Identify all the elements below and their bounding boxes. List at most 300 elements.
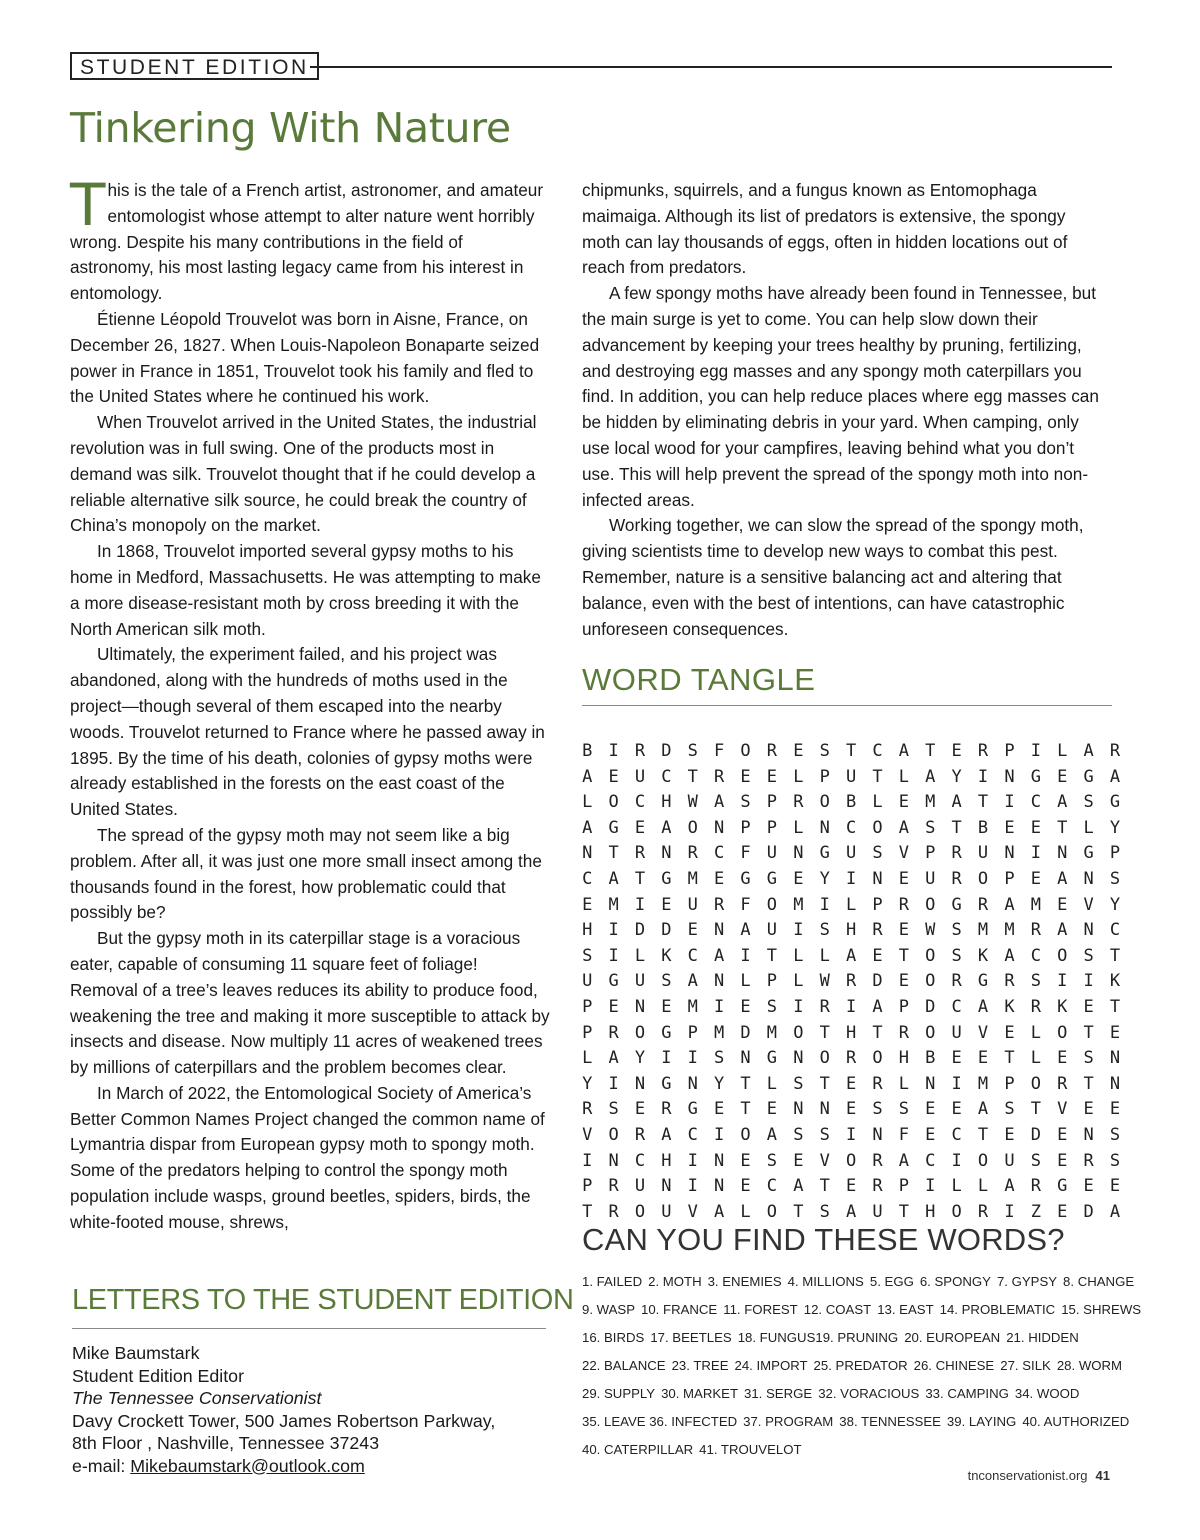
word-list-item: 35. LEAVE 36. INFECTED [582,1414,738,1429]
grid-letter: M [766,1022,778,1043]
grid-letter: N [1109,1048,1121,1069]
grid-letter: R [608,1201,619,1222]
grid-letter: E [845,1073,857,1094]
grid-letter: P [898,996,909,1017]
grid-letter: A [740,920,751,941]
grid-letter: T [740,1073,751,1094]
grid-letter: M [1004,920,1015,941]
word-list-line [582,1380,1142,1408]
grid-letter: N [819,1099,830,1120]
grid-letter: L [898,766,909,787]
grid-letter: N [1083,868,1094,889]
grid-letter: R [582,1099,593,1120]
grid-letter: E [740,1150,751,1171]
word-list-item: 37. PROGRAM [743,1414,834,1429]
grid-letter: E [872,945,883,966]
grid-letter: S [1030,971,1041,992]
grid-letter: E [661,894,672,915]
grid-letter: K [977,945,989,966]
grid-letter: O [740,741,751,761]
grid-letter: P [1004,1073,1015,1094]
grid-letter: M [1030,894,1041,915]
word-list-item: 14. PROBLEMATIC [939,1302,1056,1317]
grid-letter: G [608,971,619,992]
grid-letter: N [714,971,725,992]
grid-letter: E [898,792,909,813]
word-list-line [582,1296,1142,1324]
grid-letter: R [634,741,646,761]
grid-letter: E [1030,817,1041,838]
grid-letter: E [740,1176,751,1197]
grid-letter: V [1057,1099,1068,1120]
grid-letter: V [687,1201,698,1222]
email-link[interactable]: Mikebaumstark@outlook.com [130,1455,365,1476]
grid-letter: E [951,741,962,761]
grid-letter: L [634,945,646,966]
grid-letter: Y [951,766,962,787]
grid-letter: L [740,971,751,992]
grid-letter: S [1083,792,1094,813]
grid-letter: I [845,868,857,889]
grid-letter: A [687,971,698,992]
grid-letter: G [1109,792,1121,813]
grid-letter: C [582,868,593,889]
grid-letter: F [714,741,725,761]
grid-letter: F [740,843,751,864]
grid-letter: U [925,868,936,889]
grid-letter: C [1030,945,1041,966]
grid-letter: T [1083,1022,1094,1043]
grid-letter: A [977,1099,989,1120]
article-paragraph: This is the tale of a French artist, astronomer, and amateur entomologist whose attempt to alter nature went horribly wrong. Despite his many contributions in the field of astronomy, his most lasting legacy came from his interest in entomology. [70,171,544,304]
grid-letter: N [634,996,646,1017]
grid-letter: A [793,1176,804,1197]
grid-letter: U [766,843,778,864]
grid-letter: N [714,920,725,941]
grid-letter: A [1057,792,1068,813]
grid-letter: G [951,894,962,915]
grid-letter: A [608,868,619,889]
word-list-line [582,1268,1142,1296]
grid-letter: P [766,817,778,838]
grid-letter: S [1109,1124,1121,1145]
word-list-item: 4. MILLIONS [787,1274,864,1289]
grid-letter: E [1109,1099,1121,1120]
grid-letter: S [793,1073,804,1094]
grid-row [574,816,1128,842]
grid-letter: S [819,1201,830,1222]
grid-letter: I [845,1124,857,1145]
word-list-item: 27. SILK [1000,1358,1051,1373]
grid-letter: E [1057,1048,1068,1069]
grid-letter: M [687,996,698,1017]
grid-letter: C [1109,920,1121,941]
grid-letter: M [714,1022,725,1043]
page-footer [968,1468,1110,1483]
grid-letter: E [925,1124,936,1145]
grid-letter: I [582,1150,593,1171]
grid-letter: U [1004,1150,1015,1171]
grid-letter: I [608,1073,619,1094]
grid-letter: N [714,1150,725,1171]
grid-row [574,1174,1128,1200]
grid-letter: Z [1030,1201,1041,1222]
grid-letter: O [1057,1022,1068,1043]
grid-letter: O [608,1124,619,1145]
grid-letter: N [582,843,593,864]
email-line [72,1455,495,1478]
grid-letter: B [845,792,857,813]
grid-letter: E [977,1048,989,1069]
grid-letter: E [898,868,909,889]
grid-letter: I [977,766,989,787]
grid-letter: C [687,945,698,966]
grid-letter: O [608,792,619,813]
grid-letter: R [661,1099,672,1120]
grid-letter: E [714,1099,725,1120]
grid-letter: A [872,996,883,1017]
grid-letter: R [608,1176,619,1197]
grid-letter: E [740,766,751,787]
grid-row [574,1046,1128,1072]
grid-letter: T [766,945,778,966]
grid-letter: M [977,920,989,941]
grid-letter: L [1057,741,1068,761]
grid-letter: S [1083,1048,1094,1069]
grid-letter: P [766,792,778,813]
grid-letter: P [872,894,883,915]
word-list-item: 40. CATERPILLAR [582,1442,694,1457]
grid-letter: F [898,1124,909,1145]
article-paragraph: The spread of the gypsy moth may not seem like a big problem. After all, it was just one more small insect among the thousands found in the forest, how problematic could that possibly be? [70,824,542,923]
grid-row [574,841,1128,867]
grid-letter: G [661,1022,672,1043]
grid-letter: A [1109,766,1121,787]
grid-row [574,1123,1128,1149]
address-line-1: Davy Crockett Tower, 500 James Robertson Parkway, [72,1410,496,1431]
grid-letter: I [608,741,619,761]
grid-letter: C [845,817,857,838]
article-left-column [70,171,550,1236]
grid-letter: O [925,971,936,992]
grid-row [574,1097,1128,1123]
grid-letter: I [951,1150,962,1171]
grid-letter: P [898,1176,909,1197]
grid-letter: U [687,894,698,915]
grid-row [574,893,1128,919]
grid-letter: I [845,996,857,1017]
grid-letter: R [687,843,698,864]
word-list-item: 1. FAILED [582,1274,643,1289]
grid-letter: A [1004,945,1015,966]
grid-letter: A [1004,1176,1015,1197]
grid-letter: T [977,1124,989,1145]
editor-name: Mike Baumstark [72,1343,200,1363]
grid-letter: A [661,1124,672,1145]
grid-letter: P [819,766,830,787]
grid-letter: C [634,1150,646,1171]
grid-letter: L [766,1073,778,1094]
grid-letter: S [1004,1099,1015,1120]
grid-letter: T [872,766,883,787]
grid-letter: G [661,1073,672,1094]
grid-letter: E [634,1099,646,1120]
grid-letter: A [714,1201,725,1222]
grid-letter: L [819,945,830,966]
grid-letter: N [661,1176,672,1197]
word-list-item: 22. BALANCE [582,1358,666,1373]
grid-letter: N [1109,1073,1121,1094]
grid-letter: G [766,1048,778,1069]
article-paragraph: In 1868, Trouvelot imported several gypsy moths to his home in Medford, Massachusetts. He was attempting to make a more disease-resistant moth by cross breeding it with the North American silk moth. [70,541,541,639]
grid-letter: H [661,792,672,813]
grid-letter: A [1083,741,1094,761]
grid-letter: O [793,1022,804,1043]
grid-letter: A [714,945,725,966]
grid-letter: N [687,1073,698,1094]
grid-letter: E [661,996,672,1017]
article-paragraph: chipmunks, squirrels, and a fungus known as Entomophaga maimaiga. Although its list of predators is extensive, the spongy moth can lay thousands of eggs, often in hidden locations out of reach from predators. [582,180,1068,278]
grid-row [574,969,1128,995]
grid-letter: C [951,996,962,1017]
grid-letter: N [608,1150,619,1171]
grid-letter: P [582,1022,593,1043]
grid-letter: E [845,1176,857,1197]
grid-letter: O [819,1048,830,1069]
grid-letter: R [977,894,989,915]
word-list-item: 10. FRANCE [641,1302,718,1317]
grid-letter: U [661,1201,672,1222]
grid-letter: M [793,894,804,915]
grid-letter: M [608,894,619,915]
word-list-item: 17. BEETLES [650,1330,732,1345]
grid-letter: L [793,766,804,787]
edition-banner [70,52,1112,82]
word-list-item: 18. FUNGUS19. PRUNING [737,1330,899,1345]
grid-letter: E [793,1150,804,1171]
grid-letter: N [1083,920,1094,941]
grid-letter: L [582,792,593,813]
grid-letter: R [1030,996,1041,1017]
grid-letter: L [1030,1048,1041,1069]
word-list-item: 26. CHINESE [913,1358,995,1373]
word-list-item: 24. IMPORT [734,1358,808,1373]
grid-letter: I [1030,741,1041,761]
grid-row [574,1072,1128,1098]
word-tangle-rule [582,705,1112,706]
word-list-line [582,1352,1142,1380]
word-list-item: 6. SPONGY [919,1274,991,1289]
contact-address [72,1342,495,1477]
grid-letter: D [925,996,936,1017]
grid-letter: T [740,1099,751,1120]
grid-letter: T [977,792,989,813]
grid-letter: N [793,1048,804,1069]
letters-rule [72,1328,546,1329]
grid-letter: E [740,996,751,1017]
grid-letter: E [1083,996,1094,1017]
word-list-item: 12. COAST [803,1302,872,1317]
grid-letter: N [1083,1124,1094,1145]
editor-role: Student Edition Editor [72,1365,244,1386]
grid-row [574,995,1128,1021]
page-title: Tinkering With Nature [70,104,511,152]
grid-letter: G [740,868,751,889]
find-words-heading: CAN YOU FIND THESE WORDS? [582,1222,1065,1257]
grid-letter: I [925,1176,936,1197]
grid-letter: L [845,894,857,915]
grid-letter: T [1057,817,1068,838]
grid-letter: A [1109,1201,1121,1222]
grid-letter: O [766,894,778,915]
grid-letter: V [977,1022,989,1043]
word-list-item: 15. SHREWS [1061,1302,1142,1317]
grid-letter: K [661,945,672,966]
grid-letter: P [925,843,936,864]
grid-letter: M [977,1073,989,1094]
grid-letter: A [582,817,593,838]
article-paragraph: Working together, we can slow the spread of the spongy moth, giving scientists time to develop new ways to combat this pest. Remember, nature is a sensitive balancing act and altering that balance, even with the best of intentions, can have catastrophic unforeseen consequences. [582,515,1084,639]
grid-letter: E [951,1048,962,1069]
grid-letter: S [1109,868,1121,889]
grid-letter: A [898,741,909,761]
grid-letter: O [872,817,883,838]
grid-letter: S [687,741,698,761]
grid-letter: E [1083,1176,1094,1197]
grid-letter: E [714,868,725,889]
grid-letter: S [951,920,962,941]
word-list-item: 16. BIRDS [582,1330,645,1345]
grid-letter: E [898,971,909,992]
grid-letter: O [845,1150,857,1171]
word-list-item: 38. TENNESSEE [839,1414,941,1429]
grid-letter: O [925,894,936,915]
grid-letter: C [872,741,883,761]
grid-letter: R [1083,1150,1094,1171]
grid-letter: N [1057,843,1068,864]
grid-letter: N [740,1048,751,1069]
grid-letter: O [687,817,698,838]
grid-letter: C [925,1150,936,1171]
word-list-item: 41. TROUVELOT [699,1442,802,1457]
grid-row [574,918,1128,944]
grid-letter: N [714,817,725,838]
grid-letter: R [951,868,962,889]
grid-letter: P [740,817,751,838]
article-paragraph: Ultimately, the experiment failed, and his project was abandoned, along with the hundreds of moths used in the project—though several of them escaped into the nearby woods. Trouvelot returned to France where he passed away in 1895. By the time of his death, colonies of gypsy moths were already established in the forests on the east coast of the United States. [70,644,545,820]
grid-letter: S [793,1124,804,1145]
grid-letter: N [793,1099,804,1120]
grid-letter: I [740,945,751,966]
grid-letter: C [661,766,672,787]
grid-letter: O [951,1201,962,1222]
grid-letter: T [1109,945,1121,966]
grid-letter: N [872,1124,883,1145]
grid-letter: H [661,1150,672,1171]
grid-letter: E [951,1099,962,1120]
article-paragraph: In March of 2022, the Entomological Society of America’s Better Common Names Project changed the common name of Lymantria dispar from European gypsy moth to spongy moth. Some of the predators helping to control the spongy moth population include wasps, ground beetles, spiders, birds, the white-footed mouse, shrews, [70,1082,545,1232]
grid-letter: S [714,1048,725,1069]
grid-letter: E [1057,1150,1068,1171]
grid-letter: E [793,741,804,761]
grid-letter: U [951,1022,962,1043]
grid-letter: O [977,868,989,889]
grid-letter: P [1004,741,1015,761]
grid-letter: K [1109,971,1121,992]
grid-letter: S [872,1099,883,1120]
grid-letter: E [1057,894,1068,915]
grid-letter: N [1004,843,1015,864]
grid-letter: T [819,1022,830,1043]
grid-letter: E [1109,1176,1121,1197]
grid-letter: I [793,920,804,941]
grid-letter: I [714,1124,725,1145]
word-list-item: 9. WASP [582,1302,636,1317]
word-list-item: 31. SERGE [744,1386,813,1401]
grid-letter: G [1083,766,1094,787]
grid-letter: A [898,817,909,838]
grid-letter: W [925,920,936,941]
grid-letter: U [582,971,593,992]
grid-letter: L [582,1048,593,1069]
grid-row [574,765,1128,791]
grid-letter: A [661,817,672,838]
word-list-line [582,1436,1142,1464]
grid-letter: D [872,971,883,992]
grid-letter: R [845,1048,857,1069]
grid-letter: P [687,1022,698,1043]
grid-letter: R [951,971,962,992]
grid-letter: I [1057,971,1068,992]
grid-letter: E [1004,817,1015,838]
grid-letter: I [951,1073,962,1094]
grid-letter: L [1083,817,1094,838]
grid-letter: B [582,741,593,761]
grid-letter: M [687,868,698,889]
grid-letter: I [1004,792,1015,813]
word-list-item: 2. MOTH [648,1274,702,1289]
grid-letter: N [819,817,830,838]
grid-letter: V [819,1150,830,1171]
edition-rule [310,66,1112,68]
grid-letter: T [819,1176,830,1197]
grid-letter: O [872,1048,883,1069]
grid-letter: A [608,1048,619,1069]
grid-letter: E [687,920,698,941]
grid-letter: I [687,1176,698,1197]
grid-letter: L [1030,1022,1041,1043]
grid-letter: S [1030,1150,1041,1171]
grid-letter: C [714,843,725,864]
word-list-line [582,1324,1142,1352]
grid-letter: S [582,945,593,966]
grid-letter: F [740,894,751,915]
word-tangle-heading: WORD TANGLE [582,662,816,697]
article-paragraph: Étienne Léopold Trouvelot was born in Aisne, France, on December 26, 1827. When Louis-Napoleon Bonaparte seized power in France in 1851, Trouvelot took his family and fled to the United States where he continued his work. [70,308,540,407]
grid-letter: D [661,920,672,941]
grid-letter: G [1057,1176,1068,1197]
grid-letter: E [1057,1201,1068,1222]
grid-letter: T [793,1201,804,1222]
grid-letter: S [819,741,830,761]
grid-letter: E [634,817,646,838]
grid-letter: H [898,1048,909,1069]
grid-letter: L [898,1073,909,1094]
grid-letter: R [634,1124,646,1145]
grid-row [574,867,1128,893]
grid-letter: D [1030,1124,1041,1145]
grid-letter: T [872,1022,883,1043]
